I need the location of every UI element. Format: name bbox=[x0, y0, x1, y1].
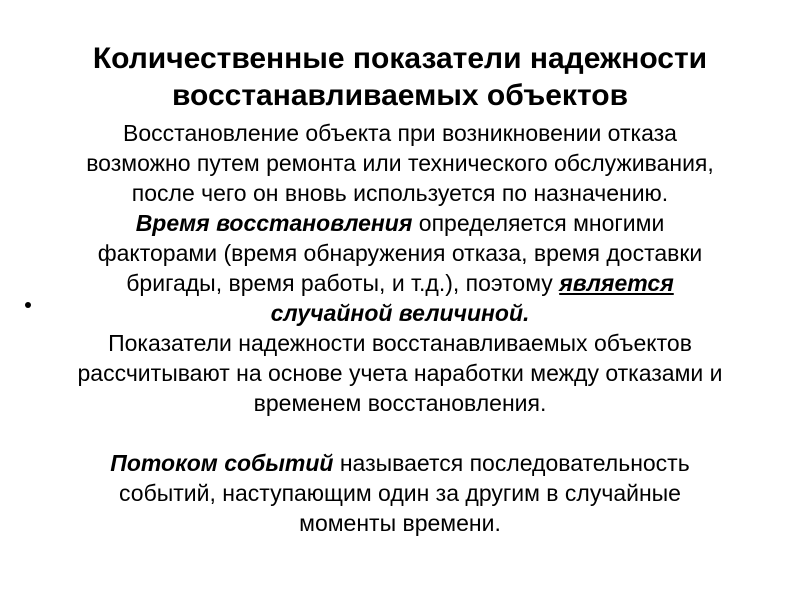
spacer bbox=[10, 418, 790, 448]
text-line: после чего он вновь используется по назначению. bbox=[131, 180, 669, 206]
term-recovery-time: Время восстановления bbox=[135, 210, 413, 236]
text-fragment: определяется многими bbox=[412, 210, 665, 236]
text-fragment: бригады, время работы, и т.д.), поэтому bbox=[126, 270, 560, 296]
text-line bbox=[10, 298, 790, 328]
title-line-1: Количественные показатели надежности bbox=[92, 42, 708, 75]
text-line bbox=[10, 268, 790, 298]
text-line: возможно путем ремонта или технического обслуживания, bbox=[86, 150, 714, 176]
text-line bbox=[10, 208, 790, 238]
title-line-2: восстанавливаемых объектов bbox=[171, 79, 629, 112]
paragraph-indicators bbox=[10, 328, 790, 418]
text-line: Восстановление объекта при возникновении отказа bbox=[123, 120, 677, 146]
text-line: Показатели надежности восстанавливаемых объектов bbox=[108, 330, 692, 356]
paragraph-event-flow bbox=[10, 448, 790, 538]
text-period: . bbox=[523, 300, 530, 326]
emphasis-random-variable: случайной величиной bbox=[270, 300, 524, 326]
emphasis-is: является bbox=[559, 270, 674, 296]
text-line: факторами (время обнаружения отказа, время доставки bbox=[97, 240, 703, 266]
text-line bbox=[10, 448, 790, 478]
slide-body bbox=[10, 118, 790, 538]
text-fragment: называется последовательность bbox=[333, 450, 690, 476]
slide-title bbox=[20, 40, 780, 114]
text-line: моменты времени. bbox=[299, 510, 501, 536]
text-line: рассчитывают на основе учета наработки между отказами и bbox=[77, 360, 723, 386]
paragraph-restoration bbox=[10, 118, 790, 208]
text-line: временем восстановления. bbox=[253, 390, 547, 416]
term-event-flow: Потоком событий bbox=[110, 450, 334, 476]
paragraph-recovery-time bbox=[10, 208, 790, 328]
text-line: событий, наступающим один за другим в случайные bbox=[119, 480, 681, 506]
